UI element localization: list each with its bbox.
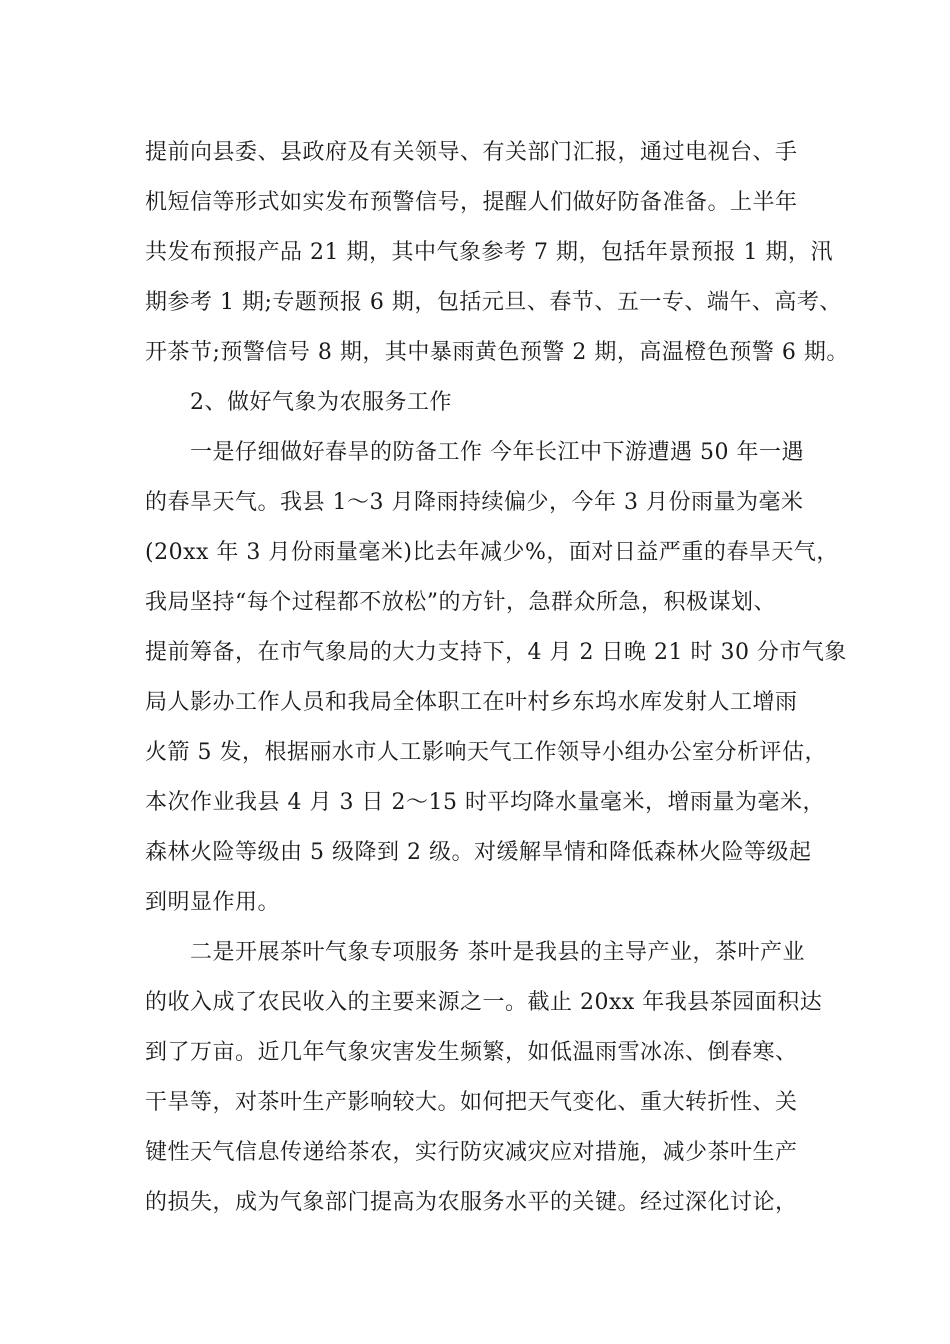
text-line: 火箭 5 发，根据丽水市人工影响天气工作领导小组办公室分析评估， bbox=[145, 740, 827, 765]
text-line: 期参考 1 期;专题预报 6 期，包括元旦、春节、五一专、端午、高考、 bbox=[145, 290, 842, 315]
text-line: 二是开展茶叶气象专项服务 茶叶是我县的主导产业，茶叶产业 bbox=[190, 940, 805, 965]
text-line: 局人影办工作人员和我局全体职工在叶村乡东坞水库发射人工增雨 bbox=[145, 690, 798, 715]
text-line: 提前筹备，在市气象局的大力支持下，4 月 2 日晚 21 时 30 分市气象 bbox=[145, 640, 847, 665]
text-line: 的收入成了农民收入的主要来源之一。截止 20xx 年我县茶园面积达 bbox=[145, 990, 823, 1015]
text-line: 开茶节;预警信号 8 期，其中暴雨黄色预警 2 期，高温橙色预警 6 期。 bbox=[145, 340, 849, 365]
text-line: 的春旱天气。我县 1～3 月降雨持续偏少，今年 3 月份雨量为毫米 bbox=[145, 490, 804, 515]
text-line: 共发布预报产品 21 期，其中气象参考 7 期，包括年景预报 1 期，汛 bbox=[145, 240, 833, 265]
text-line: 到了万亩。近几年气象灾害发生频繁，如低温雨雪冰冻、倒春寒、 bbox=[145, 1040, 798, 1065]
text-line: 本次作业我县 4 月 3 日 2～15 时平均降水量毫米，增雨量为毫米， bbox=[145, 790, 825, 815]
text-line: 到明显作用。 bbox=[145, 890, 281, 915]
text-line: 一是仔细做好春旱的防备工作 今年长江中下游遭遇 50 年一遇 bbox=[190, 440, 804, 465]
text-line: (20xx 年 3 月份雨量毫米)比去年减少%，面对日益严重的春旱天气， bbox=[145, 540, 839, 565]
text-line: 提前向县委、县政府及有关领导、有关部门汇报，通过电视台、手 bbox=[145, 140, 798, 165]
text-line: 森林火险等级由 5 级降到 2 级。对缓解旱情和降低森林火险等级起 bbox=[145, 840, 812, 865]
text-line: 我局坚持“每个过程都不放松”的方针，急群众所急，积极谋划、 bbox=[145, 590, 776, 615]
text-line: 机短信等形式如实发布预警信号，提醒人们做好防备准备。上半年 bbox=[145, 190, 798, 215]
text-line: 的损失，成为气象部门提高为农服务水平的关键。经过深化讨论， bbox=[145, 1190, 798, 1215]
text-line: 干旱等，对茶叶生产影响较大。如何把天气变化、重大转折性、关 bbox=[145, 1090, 798, 1115]
text-line: 键性天气信息传递给茶农，实行防灾减灾应对措施，减少茶叶生产 bbox=[145, 1140, 798, 1165]
section-heading: 2、做好气象为农服务工作 bbox=[190, 390, 452, 415]
